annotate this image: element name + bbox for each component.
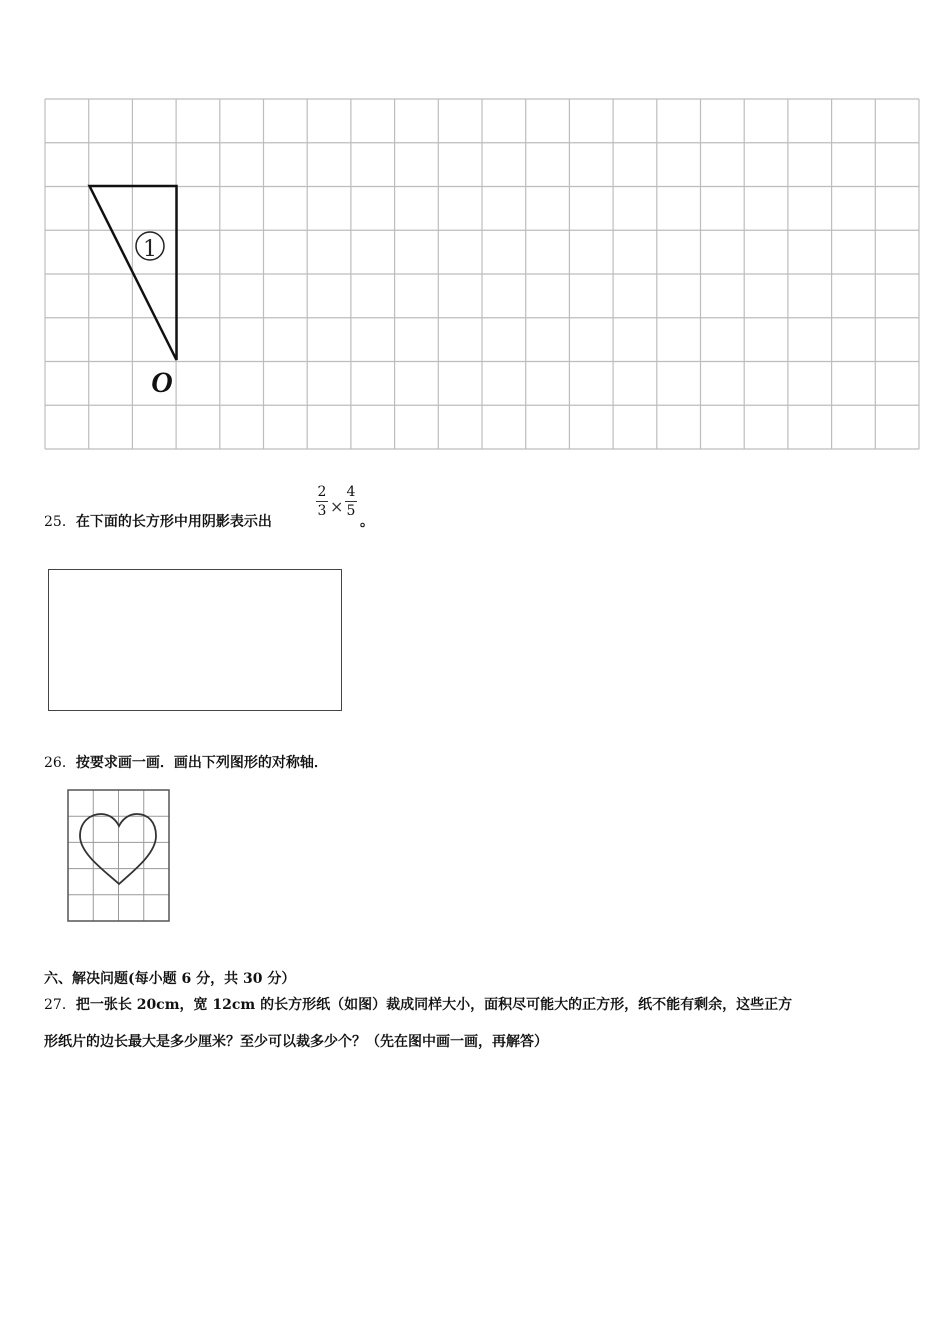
q25-fraction-2 [345, 484, 357, 519]
q25-frac2-den: 5 [346, 503, 356, 519]
q26-line [44, 752, 328, 772]
heart-grid-figure [66, 788, 172, 924]
grid-figure [44, 98, 920, 450]
q25-line [44, 511, 272, 531]
q25-end: 。 [360, 514, 374, 530]
q26-text: 按要求画一画．画出下列图形的对称轴． [75, 755, 328, 771]
point-o-label: O [151, 366, 173, 399]
q25-operator: × [330, 497, 344, 516]
section6-title: 六、解决问题(每小题 6 分，共 30 分） [44, 971, 296, 987]
q27-number: 27． [44, 997, 76, 1013]
heart-grid-lines [68, 790, 169, 921]
q25-frac2-bar [345, 501, 357, 502]
triangle-label: 1 [143, 237, 157, 262]
q27-text-line1: 把一张长 20cm，宽 12cm 的长方形纸（如图）裁成同样大小，面积尽可能大的正方形，纸不能有剩余，这些正方 [75, 997, 793, 1013]
q25-frac1-bar [316, 501, 328, 502]
q27-line2: 形纸片的边长最大是多少厘米？至少可以裁多少个？（先在图中画一画，再解答） [44, 1034, 548, 1050]
q25-fraction-1 [316, 484, 328, 519]
q25-rectangle [48, 569, 342, 711]
q25-frac1-num: 2 [317, 484, 327, 500]
q27-line1 [44, 994, 792, 1014]
q25-frac1-den: 3 [317, 503, 327, 519]
q25-text: 在下面的长方形中用阴影表示出 [75, 514, 272, 530]
q26-number: 26． [44, 755, 76, 771]
q25-frac2-num: 4 [346, 484, 356, 500]
q25-number: 25． [44, 514, 76, 530]
